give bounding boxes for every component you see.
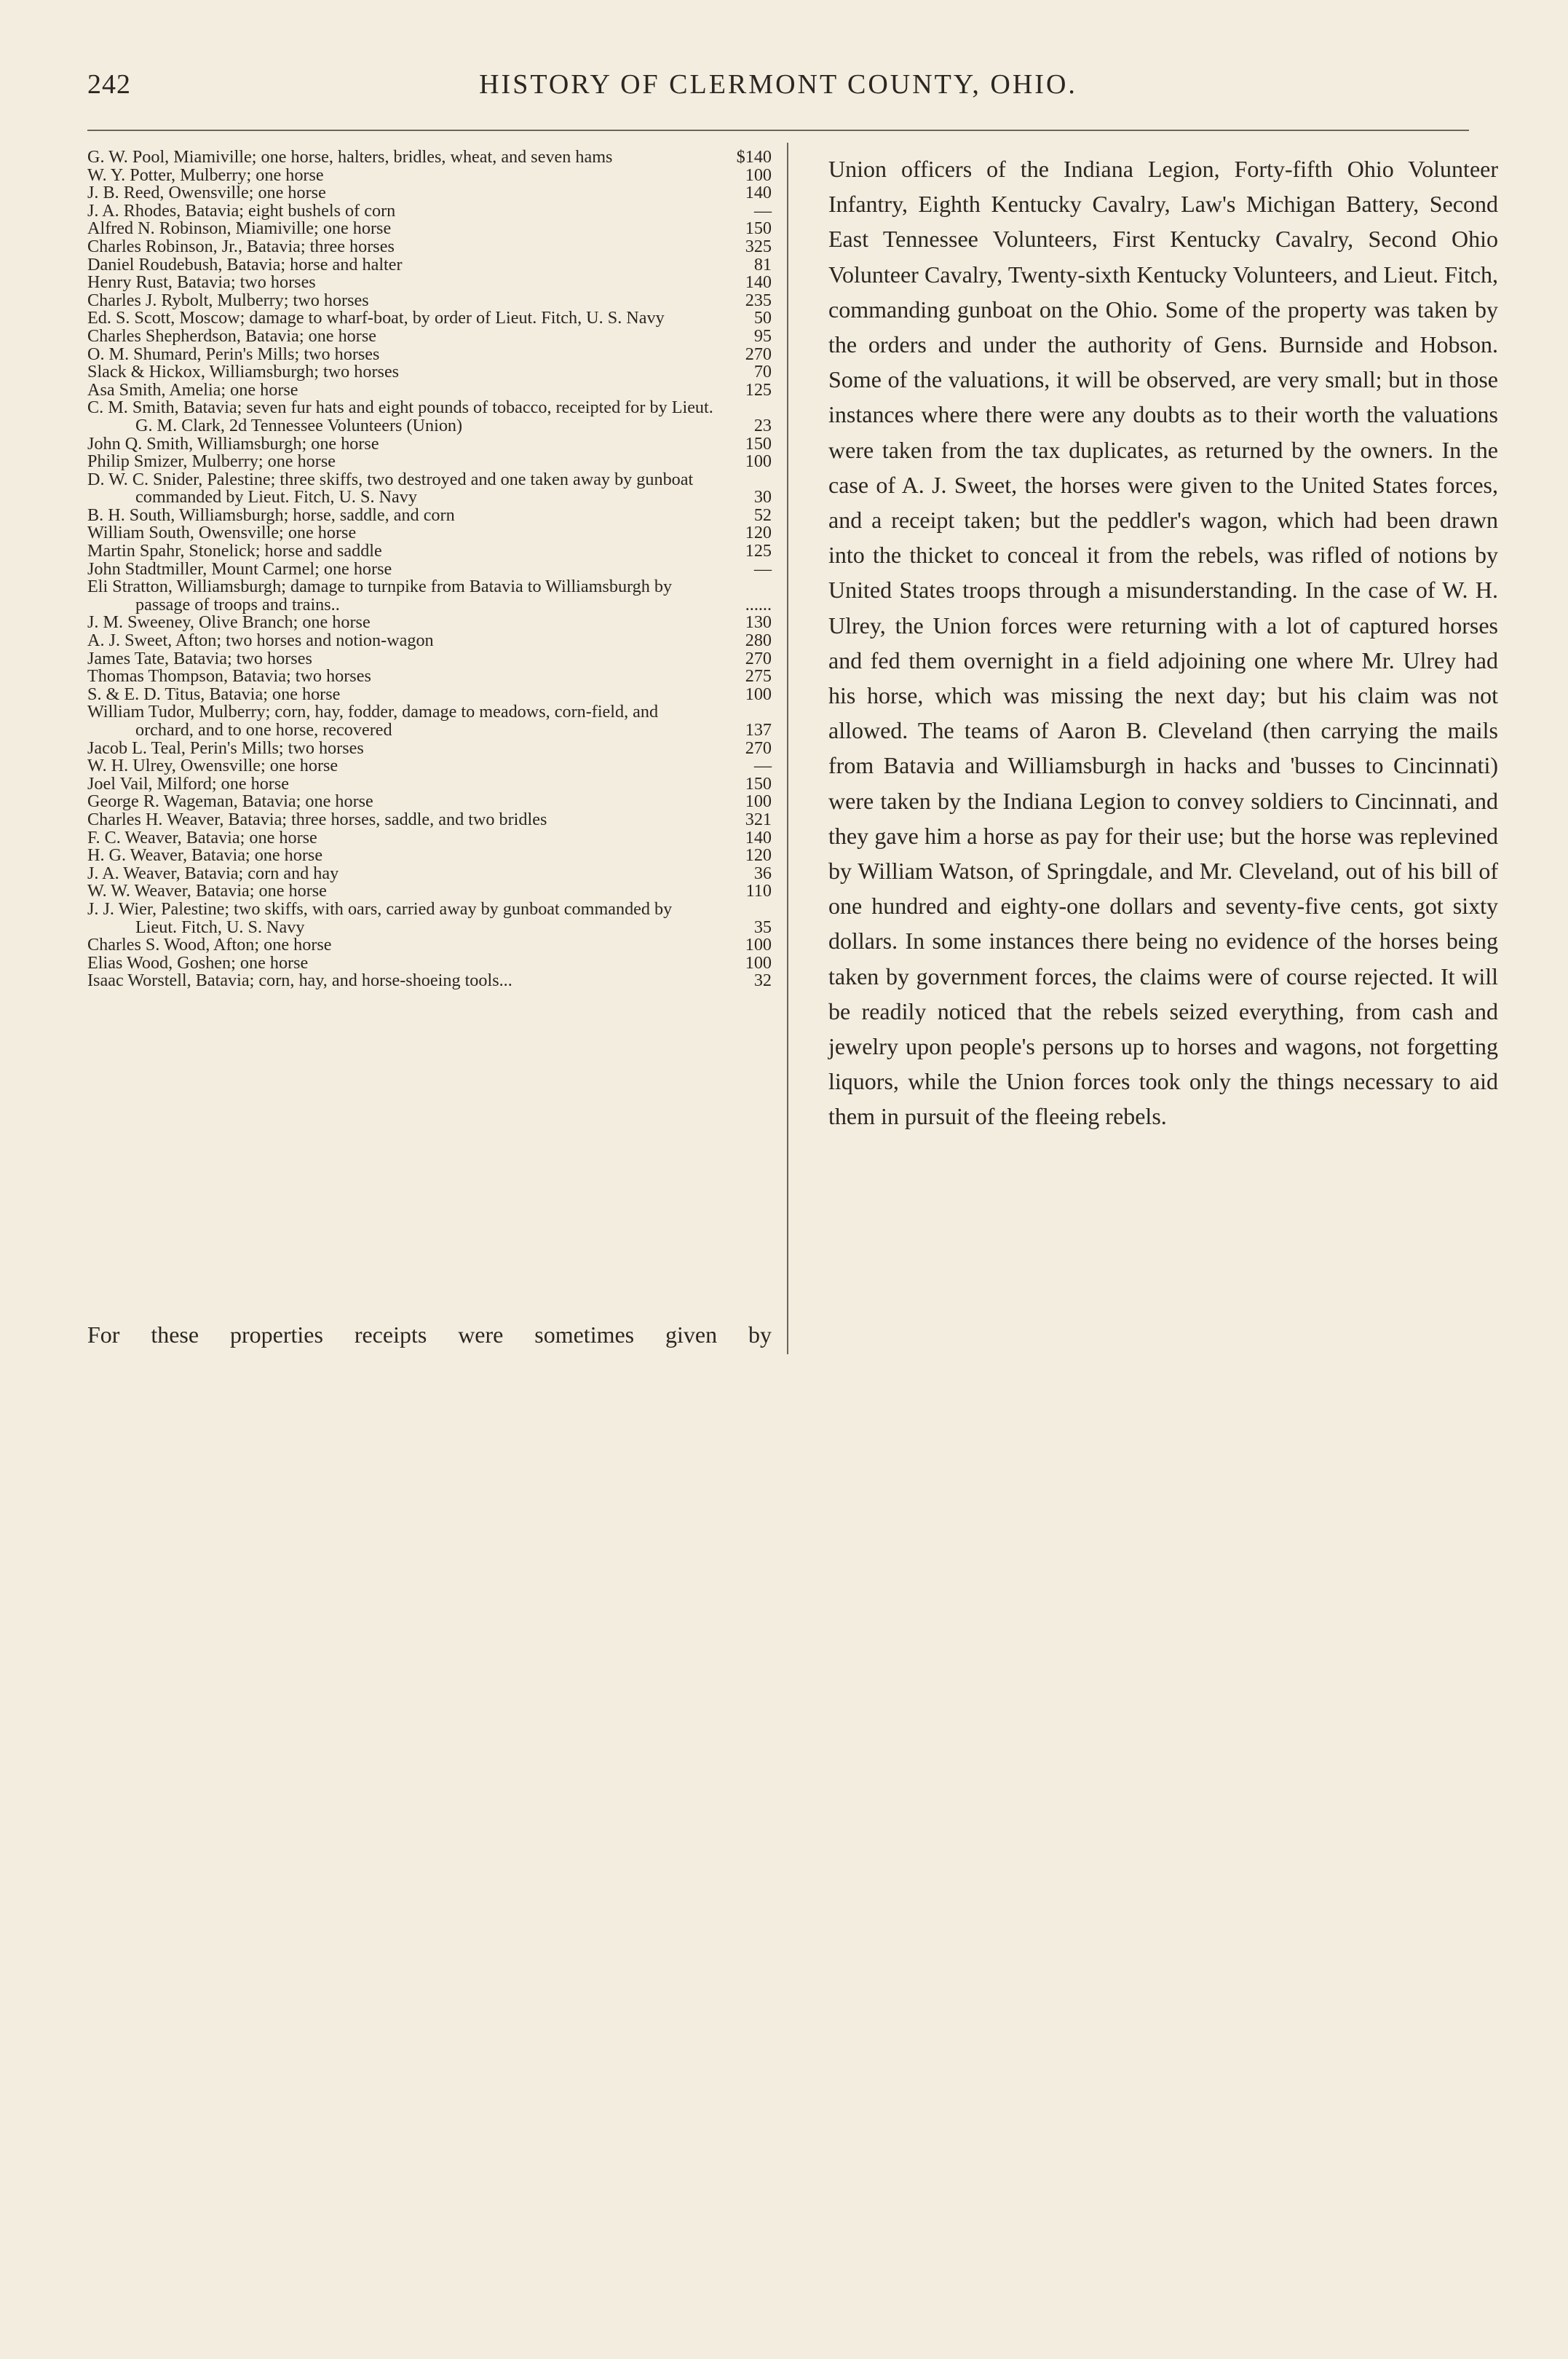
claim-description: O. M. Shumard, Perin's Mills; two horses [87, 344, 380, 364]
claim-entry [87, 256, 772, 274]
claim-entry [87, 898, 772, 937]
claim-description: Isaac Worstell, Batavia; corn, hay, and horse-shoeing tools... [87, 971, 512, 991]
claim-entry [87, 793, 772, 811]
claim-amount: 36 [753, 863, 772, 883]
claim-description: James Tate, Batavia; two horses [87, 648, 312, 668]
claim-entry [87, 578, 772, 614]
claim-amount: 110 [745, 881, 772, 901]
claim-description: Martin Spahr, Stonelick; horse and saddle [87, 541, 382, 561]
claim-description: Daniel Roudebush, Batavia; horse and halter [87, 254, 403, 274]
claim-amount: 120 [745, 523, 772, 543]
claim-description: S. & E. D. Titus, Batavia; one horse [87, 684, 341, 704]
claim-description: John Q. Smith, Williamsburgh; one horse [87, 433, 379, 454]
claim-amount: — [753, 756, 772, 776]
claim-entry [87, 325, 772, 346]
claim-entry [87, 471, 772, 507]
claim-description: W. Y. Potter, Mulberry; one horse [87, 165, 324, 185]
claim-entry [87, 632, 772, 650]
claim-entry [87, 972, 772, 990]
claim-amount: 100 [745, 935, 772, 955]
claim-entry [87, 703, 772, 739]
claim-description: J. J. Wier, Palestine; two skiffs, with oars, carried away by gunboat commanded by Lieut. Fitch, U. S. Navy [87, 898, 673, 937]
claim-entry [87, 686, 772, 704]
claim-entry [87, 936, 772, 955]
claim-description: Charles Robinson, Jr., Batavia; three horses [87, 236, 395, 256]
right-column-text: Union officers of the Indiana Legion, Forty-fifth Ohio Volunteer Infantry, Eighth Kentucky Cavalry, Law's Michigan Battery, Second East Tennessee Volunteers, First Kentucky Cavalry, Second Ohio Volunteer Cavalry, Twenty-sixth Kentucky Volunteers, and Lieut. Fitch, commanding gunboat on the Ohio. Some of the property was taken by the orders and under the authority of Gens. Burnside and Hobson. Some of the valuations, it will be observed, are very small; but in those instances where there were any doubts as to their worth the valuations were taken from the tax duplicates, as returned by the owners. In the case of A. J. Sweet, the horses were given to the United States forces, and a receipt taken; but the peddler's wagon, which had been drawn into the thicket to conceal it from the rebels, was rifled of notions by United States troops through a misunderstanding. In the case of W. H. Ulrey, the Union forces were returning with a lot of captured horses and fed them overnight in a field adjoining one where Mr. Ulrey had his horse, which was missing the next day; but his claim was not allowed. The teams of Aaron B. Cleveland (then carrying the mails from Batavia and Williamsburgh in hacks and 'busses to Cincinnati) were taken by the Indiana Legion to convey soldiers to Cincinnati, and they gave him a horse as pay for their use; but the horse was replevined by William Watson, of Springdale, and Mr. Cleveland, out of his bill of one hundred and eighty-one dollars and seventy-five cents, got sixty dollars. In some instances there being no evidence of the horses being taken by government forces, the claims were of course rejected. It will be readily noticed that the rebels seized everything, from cash and jewelry upon people's persons up to horses and wagons, not forgetting liquors, while the Union forces took only the things necessary to aid them in pursuit of the fleeing rebels. [828, 156, 1498, 1130]
claim-description: William Tudor, Mulberry; corn, hay, fodder, damage to meadows, corn-field, and orchard, and to one horse, recovered [87, 702, 659, 740]
claim-description: William South, Owensville; one horse [87, 523, 357, 543]
claim-entry [87, 740, 772, 758]
claim-entry [87, 952, 772, 973]
claim-amount: 321 [745, 809, 772, 829]
claim-amount: 35 [753, 917, 772, 937]
claim-description: A. J. Sweet, Afton; two horses and notion-wagon [87, 631, 434, 651]
claim-amount: 280 [745, 631, 772, 651]
closing-line: For these properties receipts were sometimes given by [87, 1321, 772, 1348]
claim-entry [87, 524, 772, 542]
claim-entry [87, 775, 772, 794]
claim-entry [87, 507, 772, 525]
claim-amount: 150 [745, 433, 772, 454]
claim-amount: 23 [753, 415, 772, 435]
claim-amount: 100 [745, 451, 772, 472]
claim-amount: 70 [753, 362, 772, 382]
claim-description: H. G. Weaver, Batavia; one horse [87, 845, 323, 866]
claim-description: George R. Wageman, Batavia; one horse [87, 791, 373, 812]
claim-entry [87, 363, 772, 382]
claim-amount: 325 [745, 236, 772, 256]
page-header [87, 68, 1469, 112]
claim-entry [87, 292, 772, 310]
claim-amount: $140 [736, 147, 772, 167]
claim-entry [87, 614, 772, 632]
claim-description: Philip Smizer, Mulberry; one horse [87, 451, 336, 472]
claim-entry [87, 274, 772, 292]
claim-entry [87, 399, 772, 435]
claim-amount: 125 [745, 379, 772, 400]
claim-description: G. W. Pool, Miamiville; one horse, halters, bridles, wheat, and seven hams [87, 147, 613, 167]
claim-entry [87, 542, 772, 561]
claim-description: Charles Shepherdson, Batavia; one horse [87, 325, 376, 346]
claim-amount: 52 [753, 505, 772, 525]
claim-description: J. B. Reed, Owensville; one horse [87, 183, 326, 203]
claim-amount: 30 [753, 487, 772, 507]
claim-entry [87, 202, 772, 221]
claim-amount: 137 [745, 720, 772, 740]
claim-amount: 270 [745, 738, 772, 758]
claim-description: J. A. Weaver, Batavia; corn and hay [87, 863, 339, 883]
claim-amount: 100 [745, 791, 772, 812]
claim-description: Thomas Thompson, Batavia; two horses [87, 666, 371, 687]
claims-list [87, 149, 772, 990]
claim-amount: — [753, 558, 772, 579]
claim-description: John Stadtmiller, Mount Carmel; one horse [87, 558, 392, 579]
claim-description: Ed. S. Scott, Moscow; damage to wharf-boat, by order of Lieut. Fitch, U. S. Navy [87, 308, 665, 328]
claim-amount: 100 [745, 684, 772, 704]
claim-entry [87, 238, 772, 256]
claim-amount: 275 [745, 666, 772, 687]
claim-amount: 100 [745, 165, 772, 185]
claim-amount: 120 [745, 845, 772, 866]
claim-description: W. W. Weaver, Batavia; one horse [87, 881, 327, 901]
claim-description: F. C. Weaver, Batavia; one horse [87, 827, 317, 847]
claim-amount: — [753, 200, 772, 221]
claim-description: Charles S. Wood, Afton; one horse [87, 935, 332, 955]
claim-amount: 95 [753, 325, 772, 346]
header-rule [87, 130, 1469, 131]
claim-description: Charles H. Weaver, Batavia; three horses, saddle, and two bridles [87, 809, 547, 829]
claim-description: Henry Rust, Batavia; two horses [87, 272, 316, 293]
claim-amount: 100 [745, 952, 772, 973]
claim-entry [87, 149, 772, 167]
claim-entry [87, 379, 772, 400]
claim-entry [87, 453, 772, 471]
claim-amount: 140 [745, 827, 772, 847]
claim-entry [87, 309, 772, 328]
claim-entry [87, 435, 772, 454]
claim-entry [87, 757, 772, 775]
claim-entry [87, 346, 772, 364]
claim-amount: 235 [745, 290, 772, 310]
claim-description: Joel Vail, Milford; one horse [87, 773, 289, 794]
claim-entry [87, 167, 772, 185]
claim-description: D. W. C. Snider, Palestine; three skiffs, two destroyed and one taken away by gunboat commanded by Lieut. Fitch, U. S. Navy [87, 469, 694, 507]
claim-entry [87, 829, 772, 847]
claim-amount: 150 [745, 218, 772, 239]
claim-description: Jacob L. Teal, Perin's Mills; two horses [87, 738, 364, 758]
claim-amount: 32 [753, 971, 772, 991]
column-divider [787, 143, 788, 1354]
claim-entry [87, 811, 772, 829]
claim-entry [87, 220, 772, 238]
claim-amount: 140 [745, 183, 772, 203]
claim-entry [87, 558, 772, 579]
claim-entry [87, 668, 772, 686]
claim-amount: 150 [745, 773, 772, 794]
claim-entry [87, 184, 772, 202]
claim-entry [87, 847, 772, 865]
claim-description: C. M. Smith, Batavia; seven fur hats and eight pounds of tobacco, receipted for by Lieut. G. M. Clark, 2d Tennessee Volunteers (Union) [87, 398, 713, 435]
claim-entry [87, 650, 772, 668]
claim-amount: 125 [745, 541, 772, 561]
claim-description: Alfred N. Robinson, Miamiville; one horse [87, 218, 392, 239]
claim-description: W. H. Ulrey, Owensville; one horse [87, 756, 338, 776]
claim-description: Elias Wood, Goshen; one horse [87, 952, 309, 973]
page-number: 242 [87, 69, 131, 100]
claim-description: J. A. Rhodes, Batavia; eight bushels of corn [87, 200, 396, 221]
claim-amount: 270 [745, 648, 772, 668]
running-title: HISTORY OF CLERMONT COUNTY, OHIO. [479, 69, 1077, 100]
claim-amount: 50 [753, 308, 772, 328]
claim-description: B. H. South, Williamsburgh; horse, saddle, and corn [87, 505, 455, 525]
claim-amount: 270 [745, 344, 772, 364]
claim-amount: 140 [745, 272, 772, 293]
claim-description: J. M. Sweeney, Olive Branch; one horse [87, 612, 371, 633]
claim-amount: 130 [745, 612, 772, 633]
claim-entry [87, 865, 772, 883]
claim-description: Eli Stratton, Williamsburgh; damage to turnpike from Batavia to Williamsburgh by passage of troops and trains.. [87, 577, 673, 615]
claim-description: Charles J. Rybolt, Mulberry; two horses [87, 290, 369, 310]
claim-amount: 81 [753, 254, 772, 274]
claim-description: Slack & Hickox, Williamsburgh; two horses [87, 362, 400, 382]
claim-description: Asa Smith, Amelia; one horse [87, 379, 298, 400]
claim-amount: ...... [745, 594, 772, 615]
claim-entry [87, 882, 772, 901]
